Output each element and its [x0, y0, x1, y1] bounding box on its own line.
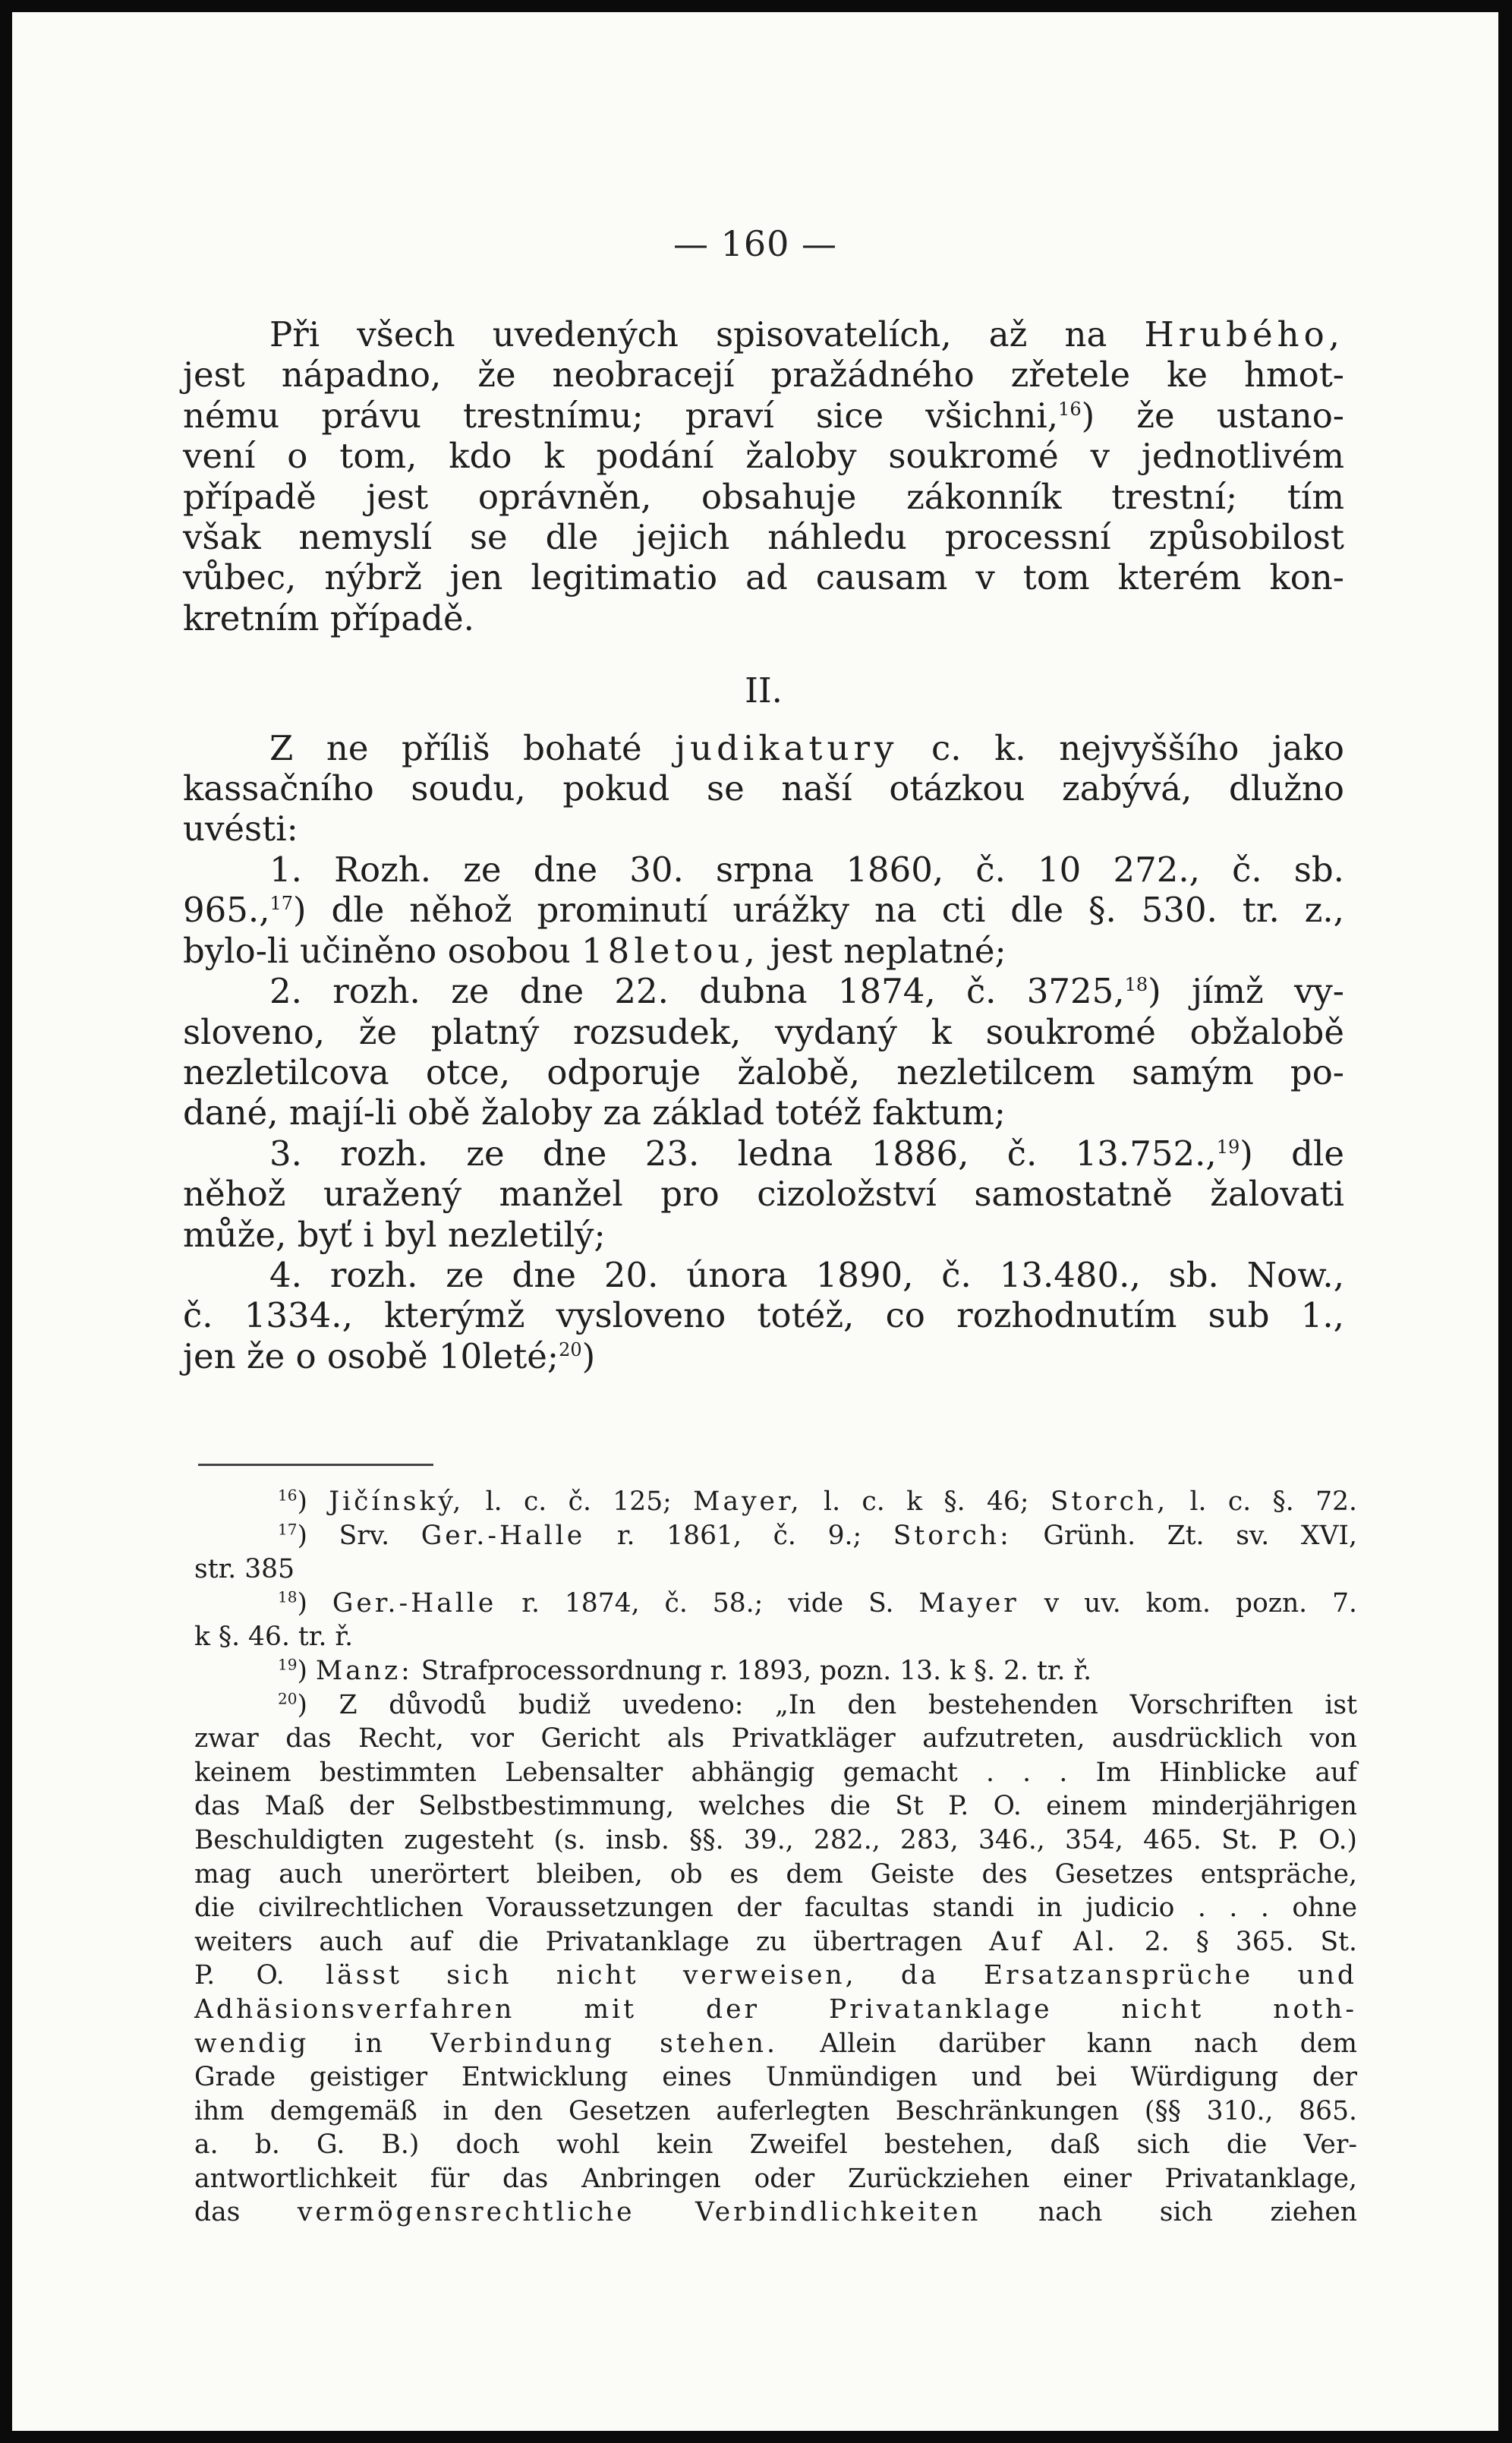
footnote-line: weiters auch auf die Privatanklage zu übertragen Auf Al. 2. § 365. St.: [194, 1926, 1357, 1957]
footnote-line: k §. 46. tr. ř.: [194, 1622, 354, 1653]
footnote-line: das Maß der Selbstbestimmung, welches die St P. O. einem minderjährigen: [194, 1791, 1357, 1822]
footnote-line: str. 385: [194, 1554, 295, 1585]
page-number: — 160 —: [673, 223, 838, 264]
footnote-line: antwortlichkeit für das Anbringen oder Zurückziehen einer Privatanklage,: [194, 2163, 1357, 2194]
text-line: č. 1334., kterýmž vysloveno totéž, co rozhodnutím sub 1.,: [183, 1295, 1344, 1336]
footnote-line: die civilrechtlichen Voraussetzungen der facultas standi in judicio . . . ohne: [194, 1893, 1357, 1924]
text-line: nezletilcova otce, odporuje žalobě, nezletilcem samým po-: [183, 1051, 1344, 1092]
footnote-16: $^{16}$) Jičínský, l. c. č. 125; Mayer, l. c. k §. 46; Storch, l. c. §. 72.: [278, 1486, 1357, 1517]
text-line: však nemyslí se dle jejich náhledu processní způsobilost: [183, 517, 1344, 558]
book-page: [12, 12, 1498, 2431]
footnote-18: $^{18}$) Ger.-Halle r. 1874, č. 58.; vide S. Mayer v uv. kom. pozn. 7.: [278, 1587, 1357, 1619]
footnote-line: Adhäsionsverfahren mit der Privatanklage nicht noth-: [194, 1994, 1357, 2025]
text-line: jen že o osobě 10leté;$^{20}$): [183, 1335, 596, 1376]
text-line: bylo-li učiněno osobou 18letou, jest neplatné;: [183, 930, 1006, 971]
text-line: jest nápadno, že neobracejí pražádného zřetele ke hmot-: [183, 355, 1344, 396]
footnotes: [194, 1485, 1357, 2230]
text-line: uvésti:: [183, 809, 298, 850]
text-line: 965.,$^{17}$) dle něhož prominutí urážky na cti dle §. 530. tr. z.,: [183, 890, 1344, 931]
footnote-line: ihm demgemäß in den Gesetzen auferlegten Beschränkungen (§§ 310., 865.: [194, 2095, 1357, 2126]
footnote-17: $^{17}$) Srv. Ger.-Halle r. 1861, č. 9.; Storch: Grünh. Zt. sv. XVI,: [278, 1520, 1357, 1551]
footnote-line: das vermögensrechtliche Verbindlichkeiten nach sich ziehen: [194, 2197, 1357, 2228]
footnote-20: $^{20}$) Z důvodů budiž uvedeno: „In den bestehenden Vorschriften ist: [278, 1689, 1357, 1720]
footnote-line: wendig in Verbindung stehen. Allein darüber kann nach dem: [194, 2028, 1357, 2059]
footnote-line: keinem bestimmten Lebensalter abhängig gemacht . . . Im Hinblicke auf: [194, 1757, 1357, 1788]
list-item: 2. rozh. ze dne 22. dubna 1874, č. 3725,18) jímž vy-: [269, 971, 1344, 1012]
text-line: vení o tom, kdo k podání žaloby soukromé v jednotlivém: [183, 436, 1344, 477]
footnote-line: P. O. lässt sich nicht verweisen, da Ersatzansprüche und: [194, 1960, 1358, 1991]
footnote-line: Beschuldigten zugesteht (s. insb. §§. 39., 282., 283, 346., 354, 465. St. P. O.): [194, 1824, 1357, 1855]
text-line: případě jest oprávněn, obsahuje zákonník trestní; tím: [183, 476, 1344, 517]
footnote-line: mag auch unerörtert bleiben, ob es dem Geiste des Gesetzes entspräche,: [194, 1858, 1357, 1890]
section-heading: II.: [745, 670, 783, 711]
footnote-line: a. b. G. B.) doch wohl kein Zweifel bestehen, daß sich die Ver-: [194, 2129, 1357, 2161]
text-line: Z ne příliš bohaté judikatury c. k. nejvyššího jako: [269, 727, 1344, 768]
text-line: vůbec, nýbrž jen legitimatio ad causam v tom kterém kon-: [183, 557, 1344, 598]
text-line: sloveno, že platný rozsudek, vydaný k soukromé obžalobě: [183, 1011, 1344, 1052]
text-line: Při všech uvedených spisovatelích, až na Hrubého,: [269, 314, 1344, 355]
text-line: může, byť i byl nezletilý;: [183, 1214, 606, 1255]
footnote-line: Grade geistiger Entwicklung eines Unmündigen und bei Würdigung der: [194, 2062, 1357, 2093]
text-line: kretním případě.: [183, 597, 474, 638]
list-item: 3. rozh. ze dne 23. ledna 1886, č. 13.752.,$^{19}$) dle: [269, 1133, 1344, 1174]
footnote-divider: [198, 1464, 433, 1466]
text-line: dané, mají-li obě žaloby za základ totéž faktum;: [183, 1092, 1006, 1133]
text-line: něhož uražený manžel pro cizoložství samostatně žalovati: [183, 1174, 1344, 1215]
footnote-line: zwar das Recht, vor Gericht als Privatkläger aufzutreten, ausdrücklich von: [194, 1723, 1357, 1754]
text-line: kassačního soudu, pokud se naší otázkou zabývá, dlužno: [183, 768, 1344, 809]
main-text: [183, 314, 1344, 1376]
list-item: 4. rozh. ze dne 20. února 1890, č. 13.480., sb. Now.,: [269, 1254, 1344, 1295]
text-line: nému právu trestnímu; praví sice všichni,$^{16}$) že ustano-: [183, 395, 1344, 436]
list-item: 1. Rozh. ze dne 30. srpna 1860, č. 10 272., č. sb.: [269, 849, 1344, 890]
footnote-19: $^{19}$) Manz: Strafprocessordnung r. 1893, pozn. 13. k §. 2. tr. ř.: [278, 1655, 1092, 1686]
